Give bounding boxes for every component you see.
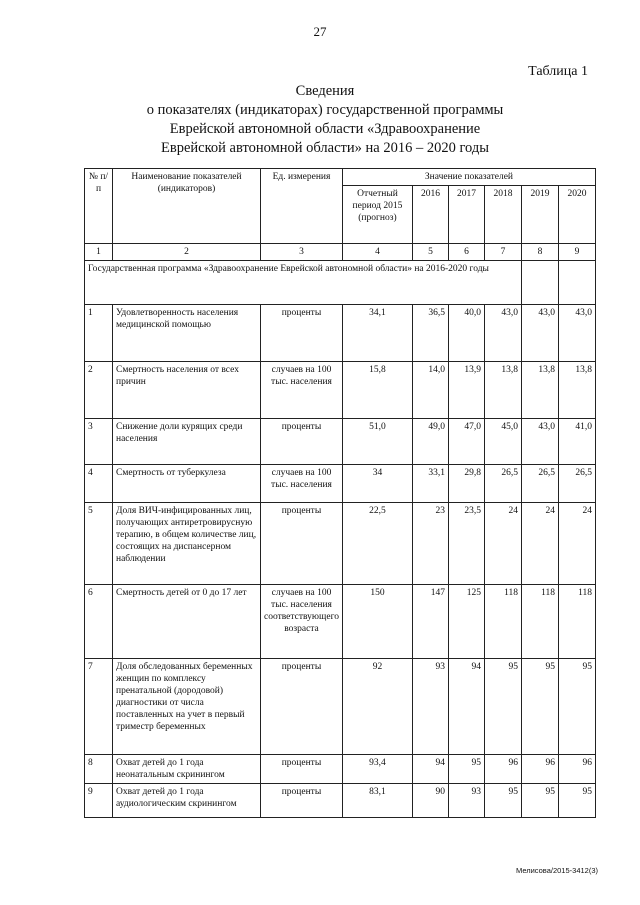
indicator-value: 150 <box>342 585 412 659</box>
indicator-value: 49,0 <box>412 419 448 465</box>
indicator-value: 118 <box>521 585 558 659</box>
table-row <box>85 503 596 585</box>
indicator-value: 23 <box>412 503 448 585</box>
indicator-name: Смертность от туберкулеза <box>113 465 261 503</box>
indicator-value: 83,1 <box>342 784 412 818</box>
row-number: 9 <box>85 784 113 818</box>
column-number: 2 <box>113 244 261 261</box>
indicator-value: 95 <box>448 755 484 784</box>
indicator-value: 26,5 <box>558 465 595 503</box>
column-number: 5 <box>412 244 448 261</box>
table-row <box>85 659 596 755</box>
indicator-value: 26,5 <box>484 465 521 503</box>
indicator-value: 43,0 <box>558 305 595 362</box>
column-number: 7 <box>484 244 521 261</box>
indicator-value: 92 <box>342 659 412 755</box>
header-year: 2018 <box>484 186 521 244</box>
column-number: 9 <box>558 244 595 261</box>
row-number: 8 <box>85 755 113 784</box>
document-footer-code: Мелисова/2015-3412(3) <box>515 866 598 875</box>
indicator-value: 36,5 <box>412 305 448 362</box>
indicator-value: 34 <box>342 465 412 503</box>
title-line-2: о показателях (индикаторах) государственной программы <box>146 102 504 118</box>
unit-of-measure: случаев на 100 тыс. населения <box>261 362 343 419</box>
column-number: 1 <box>85 244 113 261</box>
title-line-3: Еврейской автономной области «Здравоохранение <box>169 121 481 137</box>
row-number: 1 <box>85 305 113 362</box>
row-number: 2 <box>85 362 113 419</box>
column-number: 4 <box>342 244 412 261</box>
header-num: № п/п <box>85 169 113 244</box>
indicator-value: 29,8 <box>448 465 484 503</box>
indicator-value: 45,0 <box>484 419 521 465</box>
indicator-value: 95 <box>558 784 595 818</box>
indicator-name: Охват детей до 1 года аудиологическим скринингом <box>113 784 261 818</box>
unit-of-measure: проценты <box>261 784 343 818</box>
indicator-value: 90 <box>412 784 448 818</box>
table-row <box>85 784 596 818</box>
unit-of-measure: проценты <box>261 305 343 362</box>
unit-of-measure: случаев на 100 тыс. населения соответствующего возраста <box>261 585 343 659</box>
indicator-value: 125 <box>448 585 484 659</box>
header-name: Наименование показателей (индикаторов) <box>113 169 261 244</box>
indicator-value: 51,0 <box>342 419 412 465</box>
unit-of-measure: проценты <box>261 659 343 755</box>
indicator-value: 147 <box>412 585 448 659</box>
program-title: Государственная программа «Здравоохранение Еврейской автономной области» на 2016-2020 годы <box>85 261 522 305</box>
indicator-value: 96 <box>484 755 521 784</box>
indicator-value: 22,5 <box>342 503 412 585</box>
document-title <box>60 82 590 158</box>
empty-cell <box>521 261 558 305</box>
unit-of-measure: проценты <box>261 503 343 585</box>
indicator-value: 13,8 <box>521 362 558 419</box>
indicator-name: Удовлетворенность населения медицинской помощью <box>113 305 261 362</box>
header-year: 2016 <box>412 186 448 244</box>
indicator-value: 24 <box>558 503 595 585</box>
row-number: 5 <box>85 503 113 585</box>
indicator-value: 93 <box>412 659 448 755</box>
indicator-value: 23,5 <box>448 503 484 585</box>
indicator-value: 13,8 <box>558 362 595 419</box>
indicator-value: 33,1 <box>412 465 448 503</box>
header-year: 2017 <box>448 186 484 244</box>
indicator-value: 13,8 <box>484 362 521 419</box>
indicator-value: 24 <box>484 503 521 585</box>
page-number: 27 <box>313 24 327 39</box>
program-row <box>85 261 596 305</box>
indicator-value: 41,0 <box>558 419 595 465</box>
indicator-name: Доля ВИЧ-инфицированных лиц, получающих антиретровирусную терапию, в общем количестве лиц, состоящих на диспансерном наблюдении <box>113 503 261 585</box>
table-row <box>85 419 596 465</box>
indicator-value: 14,0 <box>412 362 448 419</box>
indicator-value: 34,1 <box>342 305 412 362</box>
indicator-value: 93,4 <box>342 755 412 784</box>
table-label: Таблица 1 <box>528 64 588 79</box>
title-line-1: Сведения <box>295 83 355 99</box>
indicator-name: Охват детей до 1 года неонатальным скринингом <box>113 755 261 784</box>
indicator-value: 93 <box>448 784 484 818</box>
indicator-value: 118 <box>484 585 521 659</box>
indicator-value: 95 <box>521 784 558 818</box>
indicator-value: 95 <box>521 659 558 755</box>
indicator-name: Смертность детей от 0 до 17 лет <box>113 585 261 659</box>
indicator-value: 94 <box>448 659 484 755</box>
indicator-value: 24 <box>521 503 558 585</box>
indicator-name: Снижение доли курящих среди населения <box>113 419 261 465</box>
header-year: 2020 <box>558 186 595 244</box>
indicator-value: 40,0 <box>448 305 484 362</box>
empty-cell <box>558 261 595 305</box>
column-numbers-row <box>85 244 596 261</box>
indicator-name: Доля обследованных беременных женщин по комплексу пренатальной (дородовой) диагностики от числа поставленных на учет в первый триместр беременных <box>113 659 261 755</box>
indicator-value: 118 <box>558 585 595 659</box>
header-values-group: Значение показателей <box>342 169 595 186</box>
title-line-4: Еврейской автономной области» на 2016 – 2020 годы <box>161 140 489 156</box>
indicator-value: 47,0 <box>448 419 484 465</box>
indicators-table <box>84 168 596 818</box>
indicator-value: 96 <box>521 755 558 784</box>
indicator-value: 13,9 <box>448 362 484 419</box>
row-number: 6 <box>85 585 113 659</box>
indicator-value: 26,5 <box>521 465 558 503</box>
row-number: 3 <box>85 419 113 465</box>
indicator-value: 43,0 <box>521 305 558 362</box>
column-number: 6 <box>448 244 484 261</box>
unit-of-measure: проценты <box>261 755 343 784</box>
column-number: 8 <box>521 244 558 261</box>
row-number: 7 <box>85 659 113 755</box>
indicator-value: 95 <box>484 784 521 818</box>
row-number: 4 <box>85 465 113 503</box>
indicator-name: Смертность населения от всех причин <box>113 362 261 419</box>
indicator-value: 15,8 <box>342 362 412 419</box>
indicator-value: 95 <box>484 659 521 755</box>
header-year: 2019 <box>521 186 558 244</box>
indicator-value: 95 <box>558 659 595 755</box>
header-base-period: Отчетный период 2015 (прогноз) <box>342 186 412 244</box>
table-row <box>85 362 596 419</box>
unit-of-measure: проценты <box>261 419 343 465</box>
header-unit: Ед. измерения <box>261 169 343 244</box>
table-row <box>85 755 596 784</box>
table-row <box>85 585 596 659</box>
column-number: 3 <box>261 244 343 261</box>
indicator-value: 43,0 <box>521 419 558 465</box>
indicator-value: 94 <box>412 755 448 784</box>
table-row <box>85 305 596 362</box>
indicator-value: 96 <box>558 755 595 784</box>
table-row <box>85 465 596 503</box>
unit-of-measure: случаев на 100 тыс. населения <box>261 465 343 503</box>
indicator-value: 43,0 <box>484 305 521 362</box>
